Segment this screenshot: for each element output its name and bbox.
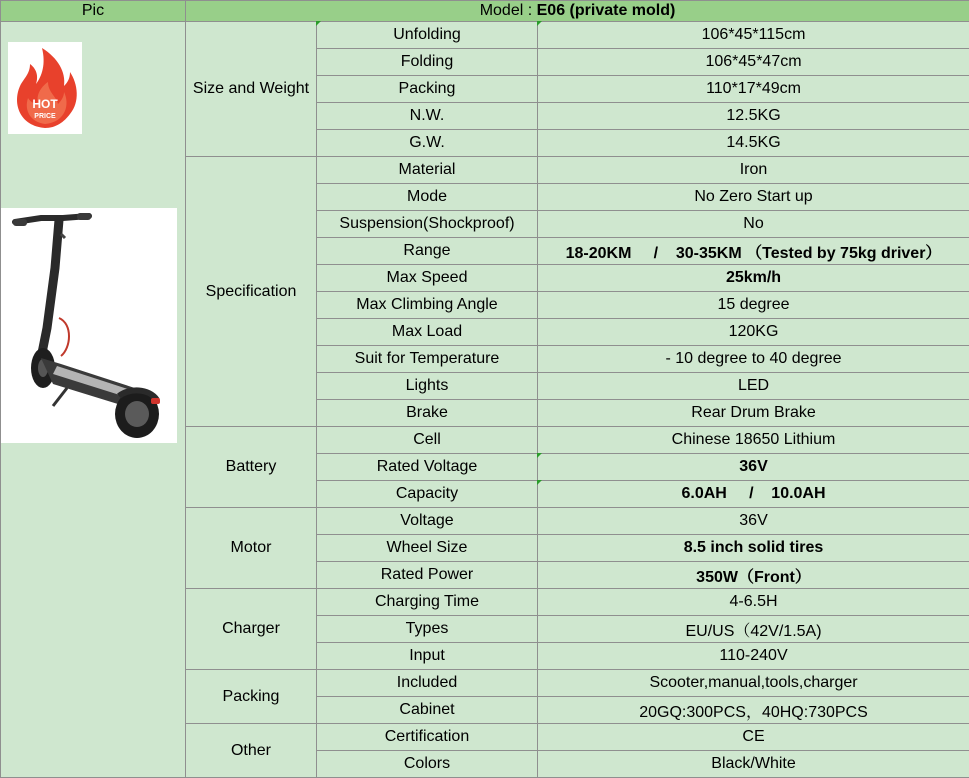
- table-row: [1, 22, 969, 49]
- spec-value: Rear Drum Brake: [538, 400, 969, 427]
- spec-value: Black/White: [538, 751, 969, 778]
- spec-value: 120KG: [538, 319, 969, 346]
- category-other: Other: [186, 724, 317, 778]
- spec-label: Mode: [317, 184, 538, 211]
- spec-value: 110-240V: [538, 643, 969, 670]
- spec-value: 8.5 inch solid tires: [538, 535, 969, 562]
- spec-label: Rated Power: [317, 562, 538, 589]
- scooter-photo-icon: [1, 208, 177, 443]
- spec-label: N.W.: [317, 103, 538, 130]
- spec-value: - 10 degree to 40 degree: [538, 346, 969, 373]
- logo-text-price: PRICE: [34, 113, 56, 120]
- cell-marker-icon: [537, 480, 542, 485]
- spec-label: Brake: [317, 400, 538, 427]
- spec-value: CE: [538, 724, 969, 751]
- cell-marker-icon: [537, 21, 542, 26]
- category-battery: Battery: [186, 427, 317, 508]
- model-name: E06 (private mold): [537, 2, 676, 19]
- spec-label: Colors: [317, 751, 538, 778]
- spec-value: 36V: [538, 508, 969, 535]
- spec-label: Max Speed: [317, 265, 538, 292]
- spec-label: Max Climbing Angle: [317, 292, 538, 319]
- model-header: [186, 1, 969, 22]
- spec-label: Max Load: [317, 319, 538, 346]
- category-motor: Motor: [186, 508, 317, 589]
- spec-label: Cabinet: [317, 697, 538, 724]
- spec-value: Chinese 18650 Lithium: [538, 427, 969, 454]
- spec-label: Certification: [317, 724, 538, 751]
- spec-value: 350W（Front）: [538, 562, 969, 589]
- spec-value: LED: [538, 373, 969, 400]
- cell-marker-icon: [316, 21, 321, 26]
- spec-label: Lights: [317, 373, 538, 400]
- spec-value: 12.5KG: [538, 103, 969, 130]
- spec-label: Cell: [317, 427, 538, 454]
- spec-value: EU/US（42V/1.5A): [538, 616, 969, 643]
- spec-label: Capacity: [317, 481, 538, 508]
- spec-value: 25km/h: [538, 265, 969, 292]
- logo-text-hot: HOT: [32, 97, 58, 111]
- spec-label: Packing: [317, 76, 538, 103]
- spec-label: Folding: [317, 49, 538, 76]
- spec-value: 15 degree: [538, 292, 969, 319]
- spec-value: 14.5KG: [538, 130, 969, 157]
- category-charger: Charger: [186, 589, 317, 670]
- category-size-and-weight: Size and Weight: [186, 22, 317, 157]
- spec-label: Charging Time: [317, 589, 538, 616]
- model-prefix: Model :: [480, 2, 537, 19]
- spec-label: Unfolding: [317, 22, 538, 49]
- spec-value: No: [538, 211, 969, 238]
- spec-label: Rated Voltage: [317, 454, 538, 481]
- spec-value: Iron: [538, 157, 969, 184]
- pic-header: Pic: [1, 1, 186, 22]
- spec-value: 110*17*49cm: [538, 76, 969, 103]
- spec-value: 36V: [538, 454, 969, 481]
- spec-label: G.W.: [317, 130, 538, 157]
- spec-label: Voltage: [317, 508, 538, 535]
- spec-value: 6.0AH / 10.0AH: [538, 481, 969, 508]
- category-packing: Packing: [186, 670, 317, 724]
- spec-value: 4-6.5H: [538, 589, 969, 616]
- category-specification: Specification: [186, 157, 317, 427]
- spec-value: 20GQ:300PCS，40HQ:730PCS: [538, 697, 969, 724]
- spec-label: Types: [317, 616, 538, 643]
- spec-label: Material: [317, 157, 538, 184]
- spec-value: 18-20KM / 30-35KM （Tested by 75kg driver）: [538, 238, 969, 265]
- spec-label: Range: [317, 238, 538, 265]
- spec-value: 106*45*47cm: [538, 49, 969, 76]
- spec-label: Suspension(Shockproof): [317, 211, 538, 238]
- spec-value: 106*45*115cm: [538, 22, 969, 49]
- spec-value: Scooter,manual,tools,charger: [538, 670, 969, 697]
- cell-marker-icon: [537, 453, 542, 458]
- hot-price-logo-icon: [8, 42, 82, 134]
- header-row: [1, 1, 969, 22]
- pic-cell: [1, 22, 186, 778]
- spec-label: Suit for Temperature: [317, 346, 538, 373]
- spec-label: Input: [317, 643, 538, 670]
- spec-label: Wheel Size: [317, 535, 538, 562]
- spec-value: No Zero Start up: [538, 184, 969, 211]
- spec-label: Included: [317, 670, 538, 697]
